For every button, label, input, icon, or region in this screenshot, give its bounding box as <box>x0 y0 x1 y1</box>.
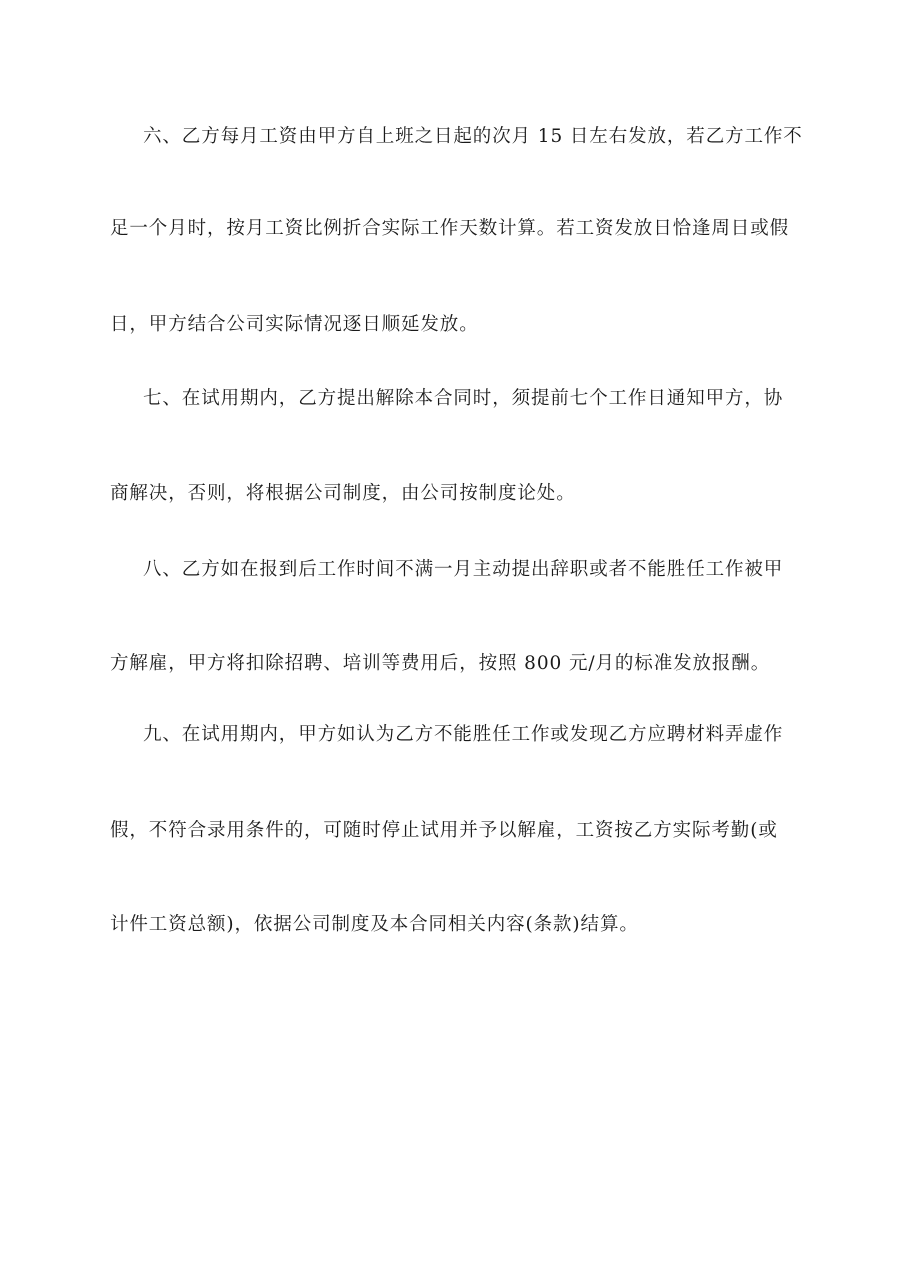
clause-seven-line-2: 商解决，否则，将根据公司制度，由公司按制度论处。 <box>110 483 576 504</box>
clause-nine-line-1: 九、在试用期内，甲方如认为乙方不能胜任工作或发现乙方应聘材料弄虚作 <box>143 724 784 745</box>
clause-six-line-1: 六、乙方每月工资由甲方自上班之日起的次月 15 日左右发放，若乙方工作不 <box>143 126 803 147</box>
clause-six-line-2: 足一个月时，按月工资比例折合实际工作天数计算。若工资发放日恰逢周日或假 <box>110 218 790 239</box>
clause-six-line-3: 日，甲方结合公司实际情况逐日顺延发放。 <box>110 314 479 335</box>
clause-nine-line-2: 假，不符合录用条件的，可随时停止试用并予以解雇，工资按乙方实际考勤(或 <box>110 820 778 841</box>
clause-nine-line-3: 计件工资总额)，依据公司制度及本合同相关内容(条款)结算。 <box>110 914 639 935</box>
clause-eight-line-2: 方解雇，甲方将扣除招聘、培训等费用后，按照 800 元/月的标准发放报酬。 <box>110 653 771 674</box>
clause-seven-line-1: 七、在试用期内，乙方提出解除本合同时，须提前七个工作日通知甲方，协 <box>143 388 784 409</box>
clause-eight-line-1: 八、乙方如在报到后工作时间不满一月主动提出辞职或者不能胜任工作被甲 <box>143 559 784 580</box>
